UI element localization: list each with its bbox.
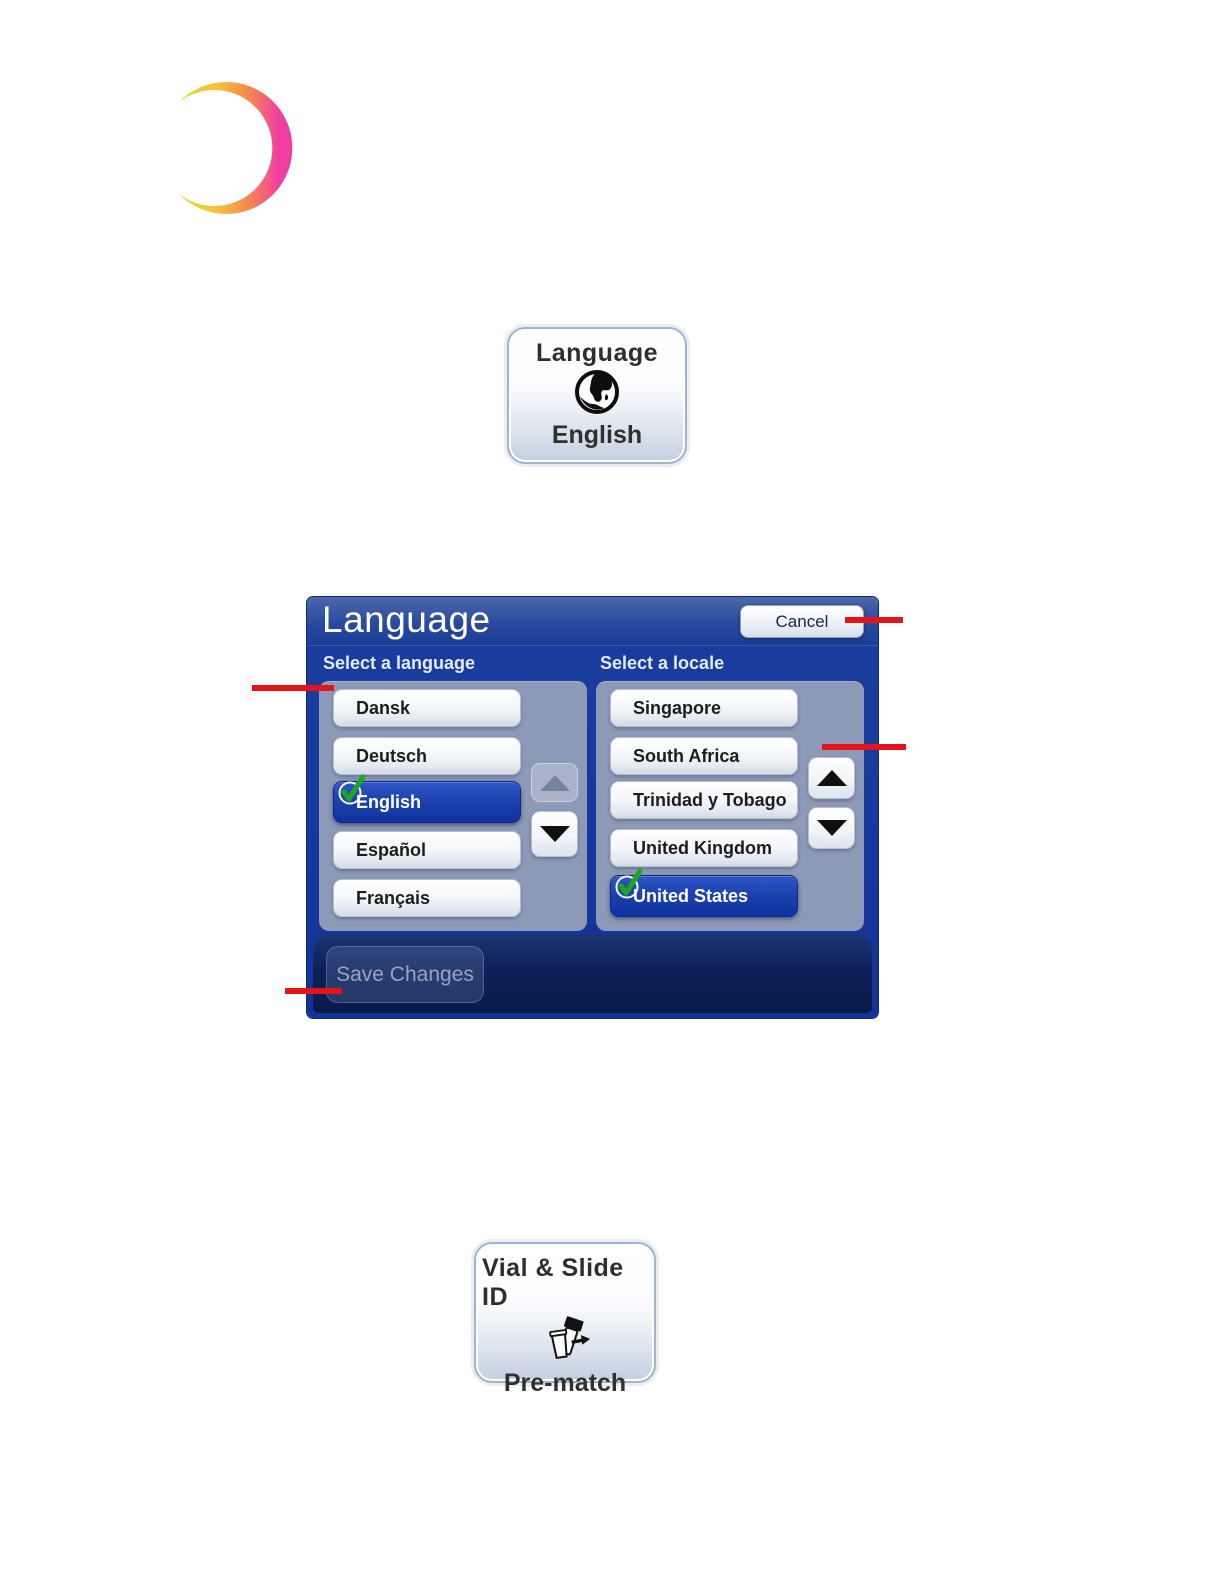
language-list bbox=[319, 681, 587, 931]
language-scroll-down-button[interactable] bbox=[531, 811, 578, 857]
up-arrow-icon bbox=[817, 770, 847, 786]
language-tile-title: Language bbox=[535, 339, 659, 367]
select-locale-label: Select a locale bbox=[600, 653, 725, 673]
dialog-footer bbox=[313, 934, 872, 1013]
locale-option-singapore[interactable]: Singapore bbox=[610, 689, 798, 727]
language-option-deutsch[interactable]: Deutsch bbox=[333, 737, 521, 775]
locale-option-label: United States bbox=[633, 885, 749, 906]
vial-slide-id-tile-button[interactable] bbox=[474, 1242, 656, 1397]
brand-crescent-logo bbox=[148, 80, 298, 222]
language-option-label: English bbox=[356, 791, 422, 812]
up-arrow-icon bbox=[540, 775, 570, 791]
callout-line-cancel bbox=[845, 617, 903, 623]
language-tile-button[interactable] bbox=[507, 327, 687, 464]
language-option-dansk[interactable]: Dansk bbox=[333, 689, 521, 727]
save-changes-button[interactable]: Save Changes bbox=[326, 946, 484, 1003]
language-option-francais[interactable]: Français bbox=[333, 879, 521, 917]
locale-option-united-states[interactable] bbox=[610, 875, 798, 917]
locale-scroll-down-button[interactable] bbox=[808, 807, 855, 849]
language-scroll-up-button[interactable] bbox=[531, 763, 578, 802]
vial-tile-value: Pre-match bbox=[503, 1369, 627, 1397]
callout-line-language-list bbox=[252, 685, 334, 691]
language-option-english[interactable] bbox=[333, 781, 521, 823]
cancel-button[interactable]: Cancel bbox=[740, 605, 864, 638]
dialog-header bbox=[307, 597, 878, 646]
callout-line-save-changes bbox=[285, 988, 342, 994]
vial-slide-arrow-icon bbox=[538, 1312, 592, 1369]
callout-line-locale-scroll bbox=[822, 744, 906, 750]
locale-option-trinidad[interactable]: Trinidad y Tobago bbox=[610, 781, 798, 819]
language-option-espanol[interactable]: Español bbox=[333, 831, 521, 869]
locale-list bbox=[596, 681, 864, 931]
select-language-label: Select a language bbox=[323, 653, 476, 673]
language-tile-value: English bbox=[551, 421, 643, 449]
locale-option-south-africa[interactable]: South Africa bbox=[610, 737, 798, 775]
language-dialog bbox=[307, 597, 878, 1018]
globe-icon bbox=[572, 368, 622, 421]
dialog-title: Language bbox=[322, 599, 491, 640]
down-arrow-icon bbox=[540, 826, 570, 842]
vial-tile-title: Vial & Slide ID bbox=[482, 1254, 624, 1311]
down-arrow-icon bbox=[817, 820, 847, 836]
locale-option-united-kingdom[interactable]: United Kingdom bbox=[610, 829, 798, 867]
locale-scroll-up-button[interactable] bbox=[808, 757, 855, 799]
